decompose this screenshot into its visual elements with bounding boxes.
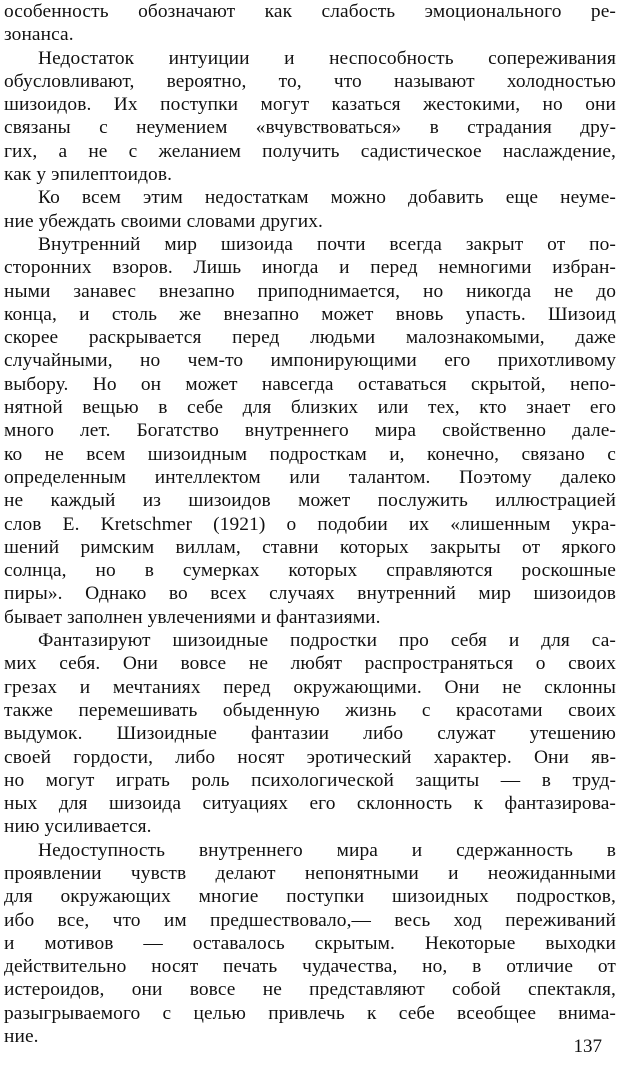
text-line: солнца, но в сумерках которых справляются роскошные (4, 560, 616, 582)
text-line: не каждый из шизоидов может послужить иллюстрацией (4, 490, 616, 512)
text-line: зонанса. (4, 24, 74, 46)
text-line: грезах и мечтаниях перед окружающими. Они не склонны (4, 676, 616, 698)
text-line: бывает заполнен увлечениями и фантазиями. (4, 606, 381, 628)
text-line: также перемешивать обыденную жизнь с красотами своих (4, 699, 616, 721)
text-line: и мотивов — оставалось скрытым. Некоторые выходки (4, 932, 616, 954)
text-line: много лет. Богатство внутреннего мира свойственно дале- (4, 420, 616, 442)
text-line: выбору. Но он может навсегда оставаться скрытой, непо- (4, 373, 616, 395)
text-line: ными занавес внезапно приподнимается, но никогда не до (4, 280, 616, 302)
text-line: но могут играть роль психологической защиты — в труд- (4, 769, 616, 791)
text-line: ибо все, что им предшествовало,— весь ход переживаний (4, 909, 616, 931)
text-line: шений римским виллам, ставни которых закрыты от яркого (4, 536, 616, 558)
text-line: скорее раскрывается перед людьми малознакомыми, даже (4, 327, 616, 349)
text-line: Внутренний мир шизоида почти всегда закрыт от по- (38, 233, 616, 255)
text-line: своей гордости, либо носят эротический характер. Они яв- (4, 746, 616, 768)
text-line: как у эпилептоидов. (4, 164, 173, 186)
text-line: разыгрываемого с целью привлечь к себе всеобщее внима- (4, 1002, 616, 1024)
text-line: Недоступность внутреннего мира и сдержанность в (38, 839, 616, 861)
text-line: Ко всем этим недостаткам можно добавить еще неуме- (38, 187, 616, 209)
text-line: гих, а не с желанием получить садистическое наслаждение, (4, 140, 616, 162)
text-line: шизоидов. Их поступки могут казаться жестокими, но они (4, 94, 616, 116)
text-line: мих себя. Они вовсе не любят распространяться о своих (4, 653, 616, 675)
text-line: пиры». Однако во всех случаях внутренний мир шизоидов (4, 583, 616, 605)
text-line: для окружающих многие поступки шизоидных подростков, (4, 886, 616, 908)
text-line: Фантазируют шизоидные подростки про себя и для са- (38, 630, 616, 652)
text-line: ных для шизоида ситуациях его склонность к фантазирова- (4, 793, 616, 815)
text-line: проявлении чувств делают непонятными и неожиданными (4, 862, 616, 884)
text-line: ко не всем шизоидным подросткам и, конечно, связано с (4, 443, 616, 465)
text-line: особенность обозначают как слабость эмоционального ре- (4, 1, 616, 22)
text-line: ние. (4, 1026, 39, 1048)
text-line: выдумок. Шизоидные фантазии либо служат утешению (4, 723, 616, 745)
text-line: связаны с неумением «вчувствоваться» в страдания дру- (4, 117, 616, 139)
text-line: нию усиливается. (4, 816, 152, 838)
page-number: 137 (573, 1036, 602, 1057)
text-line: Недостаток интуиции и неспособность сопереживания (38, 47, 616, 69)
text-line: нятной вещью в себе для близких или тех, кто знает его (4, 397, 616, 419)
text-line: действительно носят печать чудачества, но, в отличие от (4, 956, 616, 978)
text-line: конца, и столь же внезапно может вновь упасть. Шизоид (4, 303, 616, 325)
text-line: истероидов, они вовсе не представляют собой спектакля, (4, 979, 616, 1001)
page-body-text (4, 0, 616, 1048)
text-line: слов E. Kretschmer (1921) о подобии их «лишенным укра- (4, 513, 616, 535)
text-line: определенным интеллектом или талантом. Поэтому далеко (4, 466, 616, 488)
text-line: обусловливают, вероятно, то, что называют холодностью (4, 70, 616, 92)
text-line: ние убеждать своими словами других. (4, 210, 323, 232)
text-line: сторонних взоров. Лишь иногда и перед немногими избран- (4, 257, 616, 279)
text-line: случайными, но чем-то импонирующими его прихотливому (4, 350, 616, 372)
